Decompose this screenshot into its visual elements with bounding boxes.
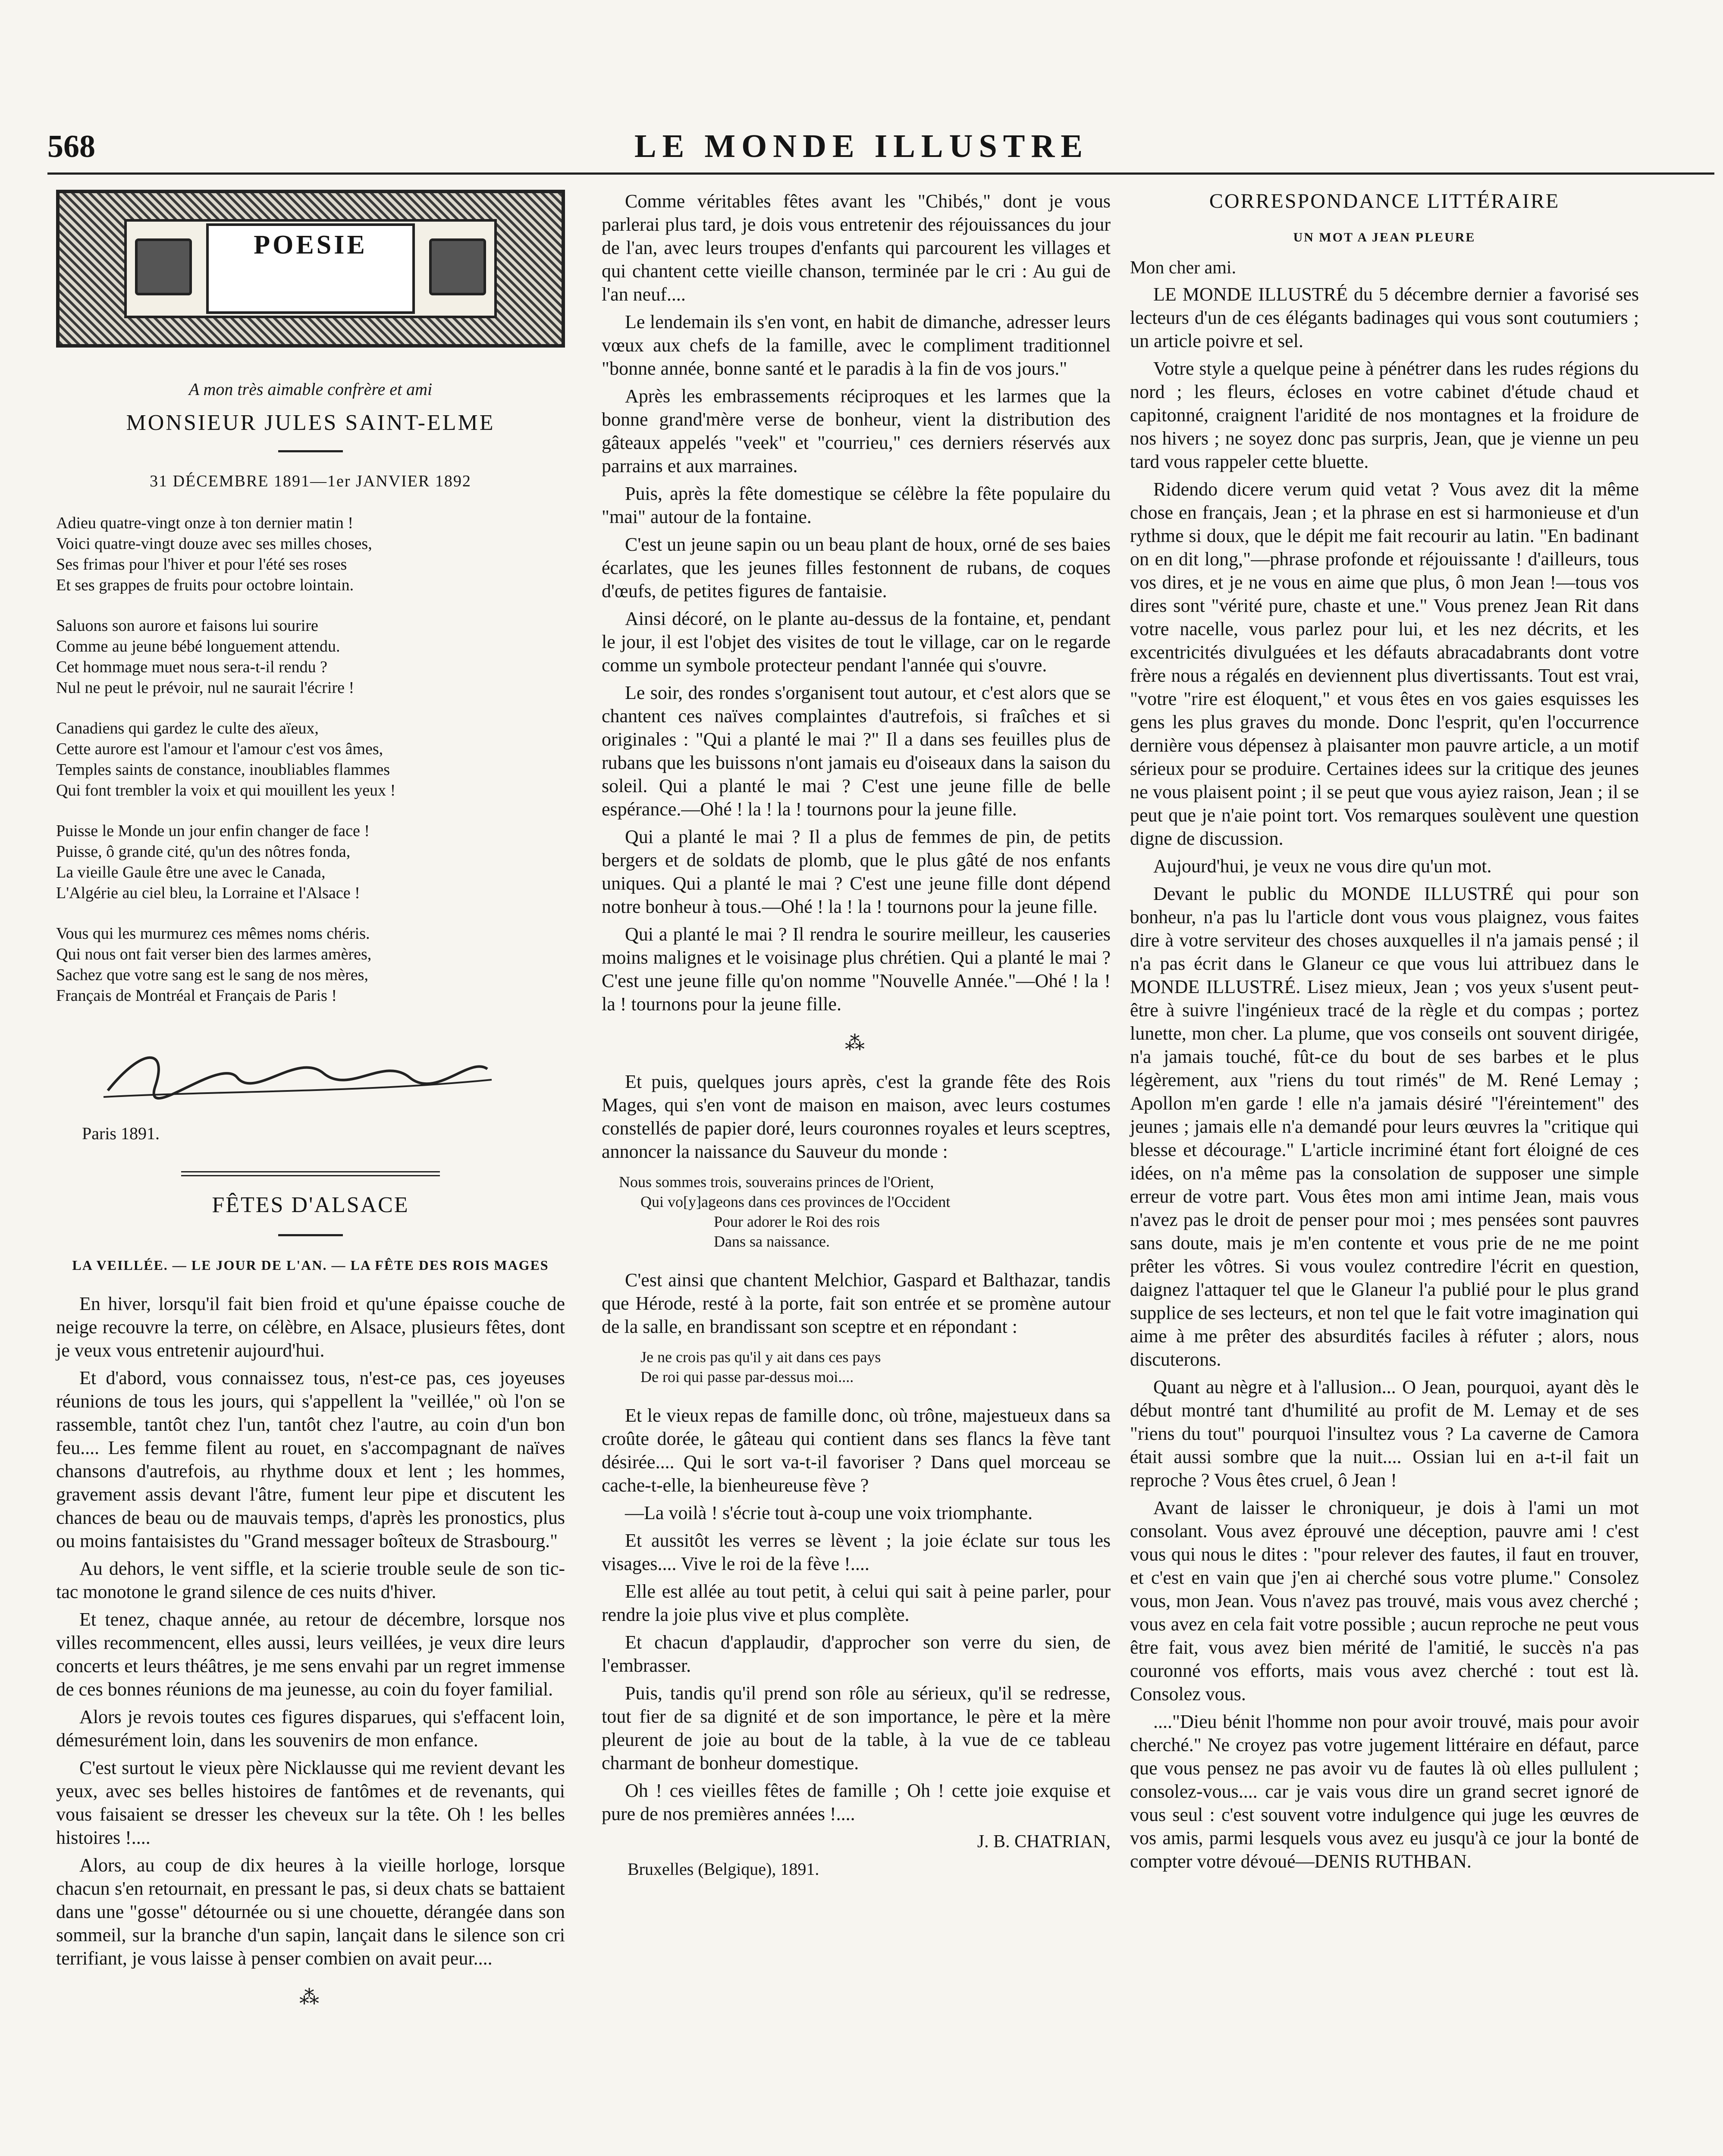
article-title: FÊTES D'ALSACE — [212, 1193, 409, 1217]
article-paragraph: Puis, tandis qu'il prend son rôle au sérieux, qu'il se redresse, tout fier de sa dignité et de son importance, le père et la mère pleurent de joie au bout de la table, à la vue de ce tableau charmant de bonheur domestique. — [602, 1683, 1111, 1774]
article-paragraph: Et chacun d'applaudir, d'approcher son verre du sien, de l'embrasser. — [602, 1632, 1111, 1676]
divider — [278, 1234, 343, 1236]
poem-line: Qui font trembler la voix et qui mouillent les yeux ! — [56, 781, 396, 799]
header-rule — [47, 172, 1714, 175]
song-line: Je ne crois pas qu'il y ait dans ces pays — [640, 1348, 881, 1366]
poem-line: Français de Montréal et Français de Paris ! — [56, 987, 337, 1005]
poem-stanza — [56, 718, 565, 801]
article-place: Bruxelles (Belgique), 1891. — [628, 1859, 819, 1879]
medallion-right-icon — [429, 238, 486, 295]
poem-line: Puisse le Monde un jour enfin changer de face ! — [56, 822, 370, 840]
song-line: Qui vo[y]ageons dans ces provinces de l'Occident — [640, 1193, 951, 1210]
song-herod — [619, 1347, 1111, 1387]
article-paragraph: Et le vieux repas de famille donc, où trône, majestueux dans sa croûte dorée, le gâteau qui contient dans ses flancs la fève tant désirée.... Qui le sort va-t-il favoriser ? Dans quel morceau se cache-t-elle, la bienheureuse fève ? — [602, 1405, 1111, 1496]
article-paragraph: C'est surtout le vieux père Nicklausse qui me revient devant les yeux, avec ses belles histoires de fantômes et de revenants, qui vous faisaient se dresser les cheveux sur la tête. Oh ! les belles histoires !.... — [56, 1757, 565, 1848]
signature-icon — [56, 1039, 565, 1108]
poem-line: Vous qui les murmurez ces mêmes noms chéris. — [56, 924, 370, 943]
correspondance-paragraph: ...."Dieu bénit l'homme non pour avoir trouvé, mais pour avoir cherché." Ne croyez pas votre jugement littéraire en défaut, parce que vous pensez ne pas avoir vu de fautes là où elles pullulent ; consolez-vous.... car je vais vous dire un grand secret ignoré de vous seul : c'est souvent votre indulgence qui juge les œuvres de vos amis, parmi lesquels vous avez eu jusqu'à ce jour la bonté de compter votre dévoué—DENIS RUTHBAN. — [1130, 1711, 1639, 1872]
poem-line: Nul ne peut le prévoir, nul ne saurait l'écrire ! — [56, 679, 355, 697]
poem-line: Comme au jeune bébé longuement attendu. — [56, 637, 340, 655]
correspondance-paragraph: Avant de laisser le chroniqueur, je dois à l'ami un mot consolant. Vous avez éprouvé une déception, pauvre ami ! c'est vous qui nous le dites : "pour relever des fautes, il faut en trouver, et c'est en vain que j'en ai cherché sous votre plume." Consolez vous, mon Jean. Vous n'avez pas trouvé, mais vous avez cherché ; vous avez en cela fait votre possible ; aucun reproche ne peut vous être fait, vous avez bien mérité de l'amitié, le succès n'a pas couronné vos efforts, mais vous avez cherché : tout est là. Consolez vous. — [1130, 1497, 1639, 1705]
poem-line: Cet hommage muet nous sera-t-il rendu ? — [56, 658, 327, 676]
poem-line: Temples saints de constance, inoubliables flammes — [56, 761, 390, 779]
poem-line: Cette aurore est l'amour et l'amour c'est vos âmes, — [56, 740, 383, 758]
banner-label: POESIE — [206, 223, 415, 314]
medallion-left-icon — [135, 238, 192, 295]
poem-line: Ses frimas pour l'hiver et pour l'été ses roses — [56, 555, 347, 573]
article-paragraph: Le soir, des rondes s'organisent tout autour, et c'est alors que se chantent ces naïves complaintes d'autrefois, si fraîches et si originales : "Qui a planté le mai ?" Il a dans ses feuilles plus de rubans que les buissons n'ont jamais eu d'oiseaux dans la saison du soleil. Qui a planté le mai ? C'est une jeune fille de belle espérance.—Ohé ! la ! la ! tournons pour la jeune fille. — [602, 682, 1111, 820]
poem-stanza — [56, 821, 565, 903]
article-paragraph: —La voilà ! s'écrie tout à-coup une voix triomphante. — [625, 1502, 1033, 1523]
correspondance-title: CORRESPONDANCE LITTÉRAIRE — [1209, 190, 1560, 213]
article-paragraph: Et d'abord, vous connaissez tous, n'est-ce pas, ces joyeuses réunions de tous les jours, qui s'appellent la "veillée," où l'on se rassemble, tantôt chez l'un, tantôt chez l'autre, au coin d'un bon feu.... Les femme filent au rouet, en s'accompagnant de naïves chansons d'autrefois, au rhythme doux et lent ; les hommes, gravement assis devant l'âtre, fument leur pipe et discutent les chances de beau ou de mauvais temps, d'après les pronostics, plus ou moins fantaisistes du "Grand messager boîteux de Strasbourg." — [56, 1367, 565, 1551]
article-paragraph: Qui a planté le mai ? Il a plus de femmes de pin, de petits bergers et de soldats de plomb, que le plus gâté de nos enfants uniques. Qui a planté le mai ? C'est une jeune fille dont dépend notre bonheur à tous.—Ohé ! la ! la ! tournons pour la jeune fille. — [602, 826, 1111, 917]
poem-line: Sachez que votre sang est le sang de nos mères, — [56, 966, 368, 984]
article-paragraph: C'est un jeune sapin ou un beau plant de houx, orné de ses baies écarlates, que les jeunes filles festonnent de rubans, de coques d'œufs, de petites figures de fantaisie. — [602, 534, 1111, 602]
poem-stanza — [56, 923, 565, 1006]
poem-date: 31 DÉCEMBRE 1891—1er JANVIER 1892 — [150, 472, 471, 490]
article-paragraph: Après les embrassements réciproques et les larmes que la bonne grand'mère verse de bonheur, vient la distribution des gâteaux appelés "veek" et "courrieu," ces derniers réservés aux parrains et aux marraines. — [602, 385, 1111, 476]
article-paragraph: Au dehors, le vent siffle, et la scierie trouble seule de son tic-tac monotone le grand silence de ces nuits d'hiver. — [56, 1558, 565, 1602]
poem-dedication: A mon très aimable confrère et ami — [188, 379, 433, 399]
article-paragraph: Puis, après la fête domestique se célèbre la fête populaire du "mai" autour de la fontaine. — [602, 483, 1111, 527]
song-line: Nous sommes trois, souverains princes de l'Orient, — [619, 1173, 934, 1191]
masthead: LE MONDE ILLUSTRE — [634, 128, 1089, 164]
song-line: Pour adorer le Roi des rois — [714, 1213, 880, 1230]
asterism: ⁂ — [845, 1032, 867, 1054]
poem-line: Voici quatre-vingt douze avec ses milles choses, — [56, 535, 372, 553]
correspondance-subtitle: UN MOT A JEAN PLEURE — [1293, 230, 1476, 244]
article-body-part-2 — [602, 190, 1111, 1016]
poem-line: La vieille Gaule être une avec le Canada, — [56, 863, 326, 881]
poetry-banner — [56, 190, 565, 348]
article-paragraph: Et puis, quelques jours après, c'est la grande fête des Rois Mages, qui s'en vont de maison en maison, avec leurs costumes constellés de papier doré, leurs couronnes royales et leurs sceptres, annoncer la naissance du Sauveur du monde : — [602, 1071, 1111, 1162]
divider — [278, 450, 343, 452]
article-body-part-4 — [602, 1269, 1111, 1338]
poem-stanzas — [56, 513, 565, 1006]
article-paragraph: Et aussitôt les verres se lèvent ; la joie éclate sur tous les visages.... Vive le roi de la fève !.... — [602, 1530, 1111, 1574]
article-body-part-5 — [602, 1404, 1111, 1826]
correspondance-paragraph: Ridendo dicere verum quid vetat ? Vous avez dit la même chose en français, Jean ; et la phrase en est si harmonieuse et d'un rythme si doux, que le dépit me fait recourir au latin. "En badinant on en dit long,"—phrase profonde et réjouissante ! d'ailleurs, tous vos dires, et je ne vous en aime que plus, ô mon Jean !—tous vos dires sont "vérité pure, chaste et une." Vous prenez Jean Rit dans votre nacelle, vous parlez pour lui, et les nez décrits, et les excentricités divulguées et les défauts abracadabrants dont votre frère nous a régalés en deviennent plus divertissants. Tout est vrai, "votre "rire est éloquent," et vous êtes en vos gaies esquisses les gens les plus graves du monde. Donc l'esprit, qu'en l'occurrence dernière vous dépensez à plaisanter mon pauvre article, a un motif sérieux pour se produire. Certaines idees sur la critique des jeunes ne vous plaisent point ; il se peut que vous ayiez raison, Jean ; il se peut que je n'aie point tort. Vos remarques soulèvent une question digne de discussion. — [1130, 479, 1639, 849]
poem-line: Saluons son aurore et faisons lui sourire — [56, 617, 318, 635]
poem-line: Et ses grappes de fruits pour octobre lointain. — [56, 576, 354, 594]
poem-stanza — [56, 615, 565, 698]
poem-place: Paris 1891. — [82, 1124, 160, 1143]
correspondance-paragraph: Devant le public du MONDE ILLUSTRÉ qui pour son bonheur, n'a pas lu l'article dont vous vous plaignez, vous faites dire à votre serviteur des choses auxquelles il n'a jamais pensé ; il n'a pas écrit dans le Glaneur ce que vous lui attribuez dans le MONDE ILLUSTRÉ. Lisez mieux, Jean ; vos yeux s'usent peut-être à suivre l'ingénieux tracé de la règle et du compas ; portez lunette, mon cher. La plume, que vos conseils ont souvent dirigée, n'a jamais touché, fût-ce du bout de ses barbes et le plus légèrement, aux "riens du tout rimés" de M. René Lemay ; Apollon m'en garde ! elle n'a jamais désiré "l'éreintement" des jeunes ; jamais elle n'a demandé pour leurs œuvres la "critique qui blesse et décourage." L'article incriminé étant fort éloigné de ces idées, on n'a même pas la consolation de supposer une simple erreur de votre part. Vous êtes mon ami intime Jean, mais vous n'avez pas le droit de penser pour moi ; mes pensées sont pauvres sans doute, mais je m'en contente et vous prie de ne me point prêter les vôtres. Si vous voulez contredire l'écrit en question, daignez l'attaquer tel que le Glaneur l'a publié pour le plus grand supplice de ses lecteurs, et non tel que le fait votre imagination qui aime à me prêter des absurdités faciles à réfuter ; alors, nous discuterons. — [1130, 883, 1639, 1370]
section-divider — [181, 1171, 440, 1176]
article-paragraph: C'est ainsi que chantent Melchior, Gaspard et Balthazar, tandis que Hérode, resté à la porte, fait son entrée et se promène autour de la salle, en brandissant son sceptre et en répondant : — [602, 1269, 1111, 1337]
salutation: Mon cher ami. — [1130, 258, 1237, 278]
column-2 — [602, 190, 1111, 1907]
column-1 — [56, 190, 565, 2024]
poem-line: Qui nous ont fait verser bien des larmes amères, — [56, 945, 372, 963]
article-paragraph: Oh ! ces vieilles fêtes de famille ; Oh ! cette joie exquise et pure de nos premières années !.... — [602, 1780, 1111, 1824]
article-subtitle: LA VEILLÉE. — LE JOUR DE L'AN. — LA FÊTE DES ROIS MAGES — [72, 1257, 549, 1273]
article-paragraph: Elle est allée au tout petit, à celui qui sait à peine parler, pour rendre la joie plus vive et plus complète. — [602, 1581, 1111, 1625]
song-line: Dans sa naissance. — [714, 1233, 830, 1250]
song-line: De roi qui passe par-dessus moi.... — [640, 1368, 854, 1385]
poem-line: L'Algérie au ciel bleu, la Lorraine et l'Alsace ! — [56, 884, 360, 902]
poem-line: Canadiens qui gardez le culte des aïeux, — [56, 719, 319, 737]
poem-stanza — [56, 513, 565, 595]
article-paragraph: Comme véritables fêtes avant les "Chibés," dont je vous parlerai plus tard, je dois vous entretenir des réjouissances du jour de l'an, avec leurs troupes d'enfants qui parcourent les villages et qui chantent cette vieille chanson, terminée par le cri : Au gui de l'an neuf.... — [602, 191, 1111, 305]
poem-line: Adieu quatre-vingt onze à ton dernier matin ! — [56, 514, 354, 532]
article-paragraph: Et tenez, chaque année, au retour de décembre, lorsque nos villes recommencent, elles aussi, leurs veillées, je veux dire leurs concerts et leurs théâtres, je me sens envahi par un regret immense de ces bonnes réunions de ma jeunesse, au coin du foyer familial. — [56, 1609, 565, 1700]
correspondance-paragraph: LE MONDE ILLUSTRÉ du 5 décembre dernier a favorisé ses lecteurs d'un de ces élégants badinages qui vous sont coutumiers ; un article poivre et sel. — [1130, 284, 1639, 351]
article-paragraph: En hiver, lorsqu'il fait bien froid et qu'une épaisse couche de neige recouvre la terre, on célèbre, en Alsace, plusieurs fêtes, dont je veux vous entretenir aujourd'hui. — [56, 1293, 565, 1361]
article-body-part-3 — [602, 1070, 1111, 1163]
asterism: ⁂ — [299, 1986, 322, 2008]
article-paragraph: Qui a planté le mai ? Il rendra le sourire meilleur, les causeries moins malignes et le voisinage plus chrétien. Qui a planté le mai ? C'est une jeune fille qu'on nomme "Nouvelle Année."—Ohé ! la ! la ! tournons pour la jeune fille. — [602, 924, 1111, 1015]
article-paragraph: Le lendemain ils s'en vont, en habit de dimanche, adresser leurs vœux aux chefs de la famille, avec le compliment traditionnel "bonne année, bonne santé et le paradis à la fin de vos jours." — [602, 311, 1111, 379]
article-paragraph: Alors, au coup de dix heures à la vieille horloge, lorsque chacun s'en retournait, en pressant le pas, si deux chats se battaient dans une "gosse" détournée ou si une chouette, dérangée dans son sommeil, sur la branche d'un sapin, lançait dans le silence son cri terrifiant, je vous laisse à penser combien on avait peur.... — [56, 1855, 565, 1969]
page-number: 568 — [47, 129, 95, 164]
poem-line: Puisse, ô grande cité, qu'un des nôtres fonda, — [56, 843, 351, 861]
article-author: J. B. CHATRIAN, — [977, 1832, 1111, 1852]
correspondance-paragraph: Aujourd'hui, je veux ne vous dire qu'un mot. — [1153, 856, 1492, 877]
article-paragraph: Alors je revois toutes ces figures disparues, qui s'effacent loin, démesurément loin, dans les souvenirs de mon enfance. — [56, 1706, 565, 1751]
article-paragraph: Ainsi décoré, on le plante au-dessus de la fontaine, et, pendant le jour, il est l'objet des visites de tout le village, car on le regarde comme un symbole protecteur pendant l'année qui s'ouvre. — [602, 608, 1111, 676]
correspondance-body — [1130, 283, 1639, 1873]
article-body-part-1 — [56, 1292, 565, 1970]
column-3 — [1130, 190, 1639, 1877]
correspondance-paragraph: Votre style a quelque peine à pénétrer dans les rudes régions du nord ; les fleurs, écloses en votre cabinet d'étude chaud et capitonné, craignent l'aridité de nos montagnes et la froidure de nos hivers ; ne soyez donc pas surpris, Jean, que je vienne un peu tard vous rappeler cette bluette. — [1130, 358, 1639, 472]
song-kings — [619, 1172, 1111, 1251]
poem-recipient: MONSIEUR JULES SAINT-ELME — [126, 411, 495, 435]
correspondance-paragraph: Quant au nègre et à l'allusion... O Jean, pourquoi, ayant dès le début montré tant d'humilité au profit de M. Lemay et de ses "riens du tout" pourquoi l'insultez vous ? La caverne de Camora était aussi sombre que la nuit.... Ossian lui en a-t-il fait un reproche ? Vous êtes cruel, ô Jean ! — [1130, 1376, 1639, 1491]
